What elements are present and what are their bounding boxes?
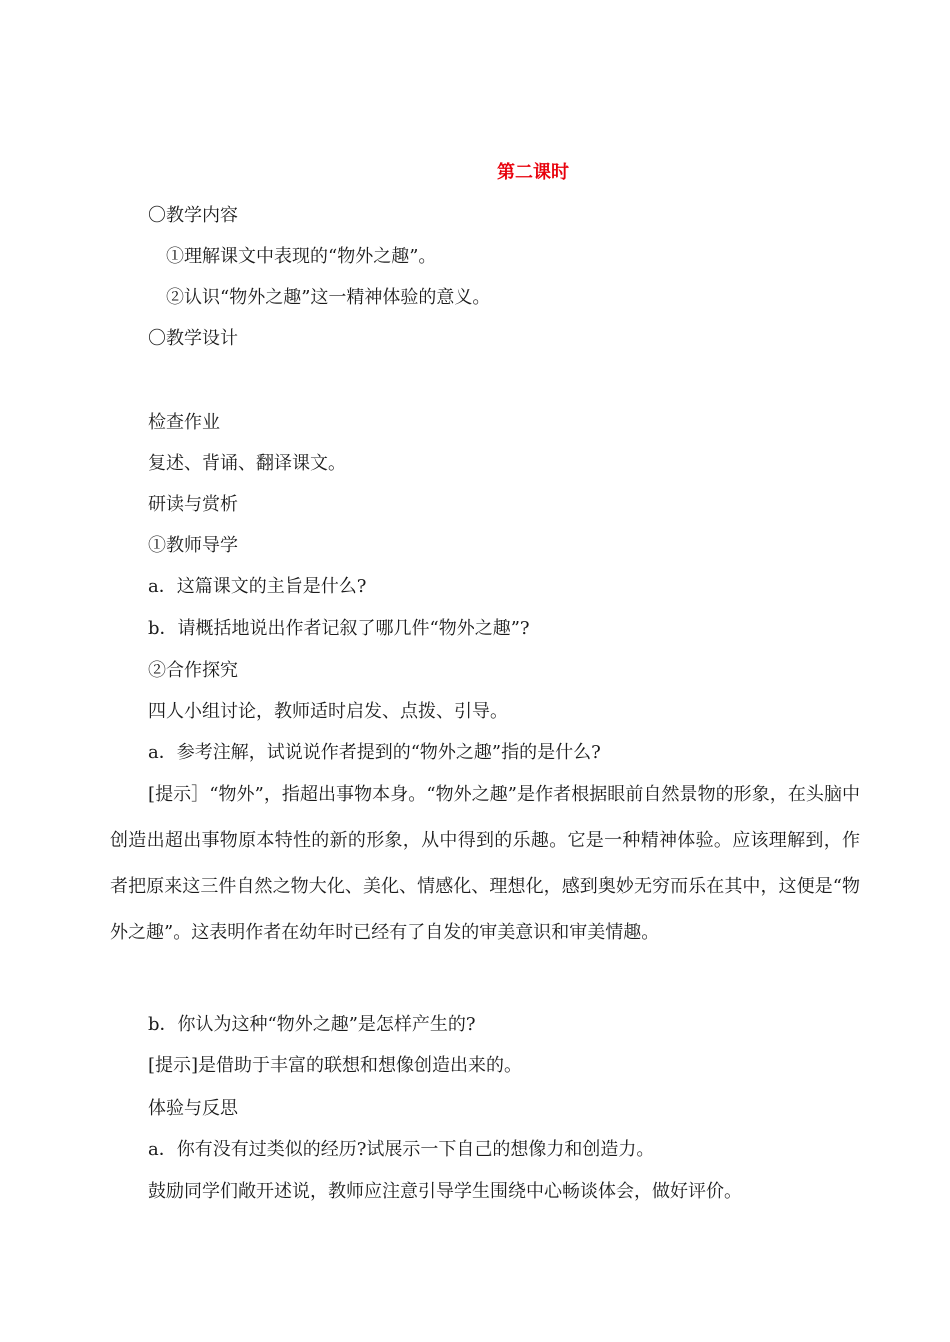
- content-item-1: ①理解课文中表现的“物外之趣”。: [166, 246, 437, 267]
- encourage-text: 鼓励同学们敞开述说，教师应注意引导学生围绕中心畅谈体会，做好评价。: [148, 1181, 742, 1202]
- content-item-2: ②认识“物外之趣”这一精神体验的意义。: [166, 287, 491, 308]
- coop-question-b: b．你认为这种“物外之趣”是怎样产生的?: [148, 1014, 476, 1035]
- teacher-guide-heading: ①教师导学: [148, 535, 238, 556]
- group-discussion: 四人小组讨论，教师适时启发、点拨、引导。: [148, 701, 508, 722]
- check-homework: 检查作业: [148, 412, 220, 433]
- experience-question-a: a．你有没有过类似的经历?试展示一下自己的想像力和创造力。: [148, 1139, 655, 1160]
- experience-heading: 体验与反思: [148, 1098, 238, 1119]
- coop-heading: ②合作探究: [148, 660, 238, 681]
- retell-instruction: 复述、背诵、翻译课文。: [148, 453, 346, 474]
- hint-paragraph: [提示］“物外”，指超出事物本身。“物外之趣”是作者根据眼前自然景物的形象，在头脑中创造出超出事物原本特性的新的形象，从中得到的乐趣。它是一种精神体验。应该理解到，作者把原来这三件自然之物大化、美化、情感化、理想化，感到奥妙无穷而乐在其中，这便是“物外之趣”。这表明作者在幼年时已经有了自发的审美意识和审美情趣。: [110, 784, 860, 943]
- hint-2: [提示]是借助于丰富的联想和想像创造出来的。: [148, 1055, 523, 1076]
- question-b: b．请概括地说出作者记叙了哪几件“物外之趣”?: [148, 618, 530, 639]
- design-heading: 〇教学设计: [148, 328, 238, 349]
- question-a: a．这篇课文的主旨是什么?: [148, 576, 367, 597]
- content-heading: 〇教学内容: [148, 205, 238, 226]
- study-heading: 研读与赏析: [148, 494, 238, 515]
- coop-question-a: a．参考注解，试说说作者提到的“物外之趣”指的是什么?: [148, 742, 601, 763]
- lesson-title: 第二课时: [497, 162, 569, 183]
